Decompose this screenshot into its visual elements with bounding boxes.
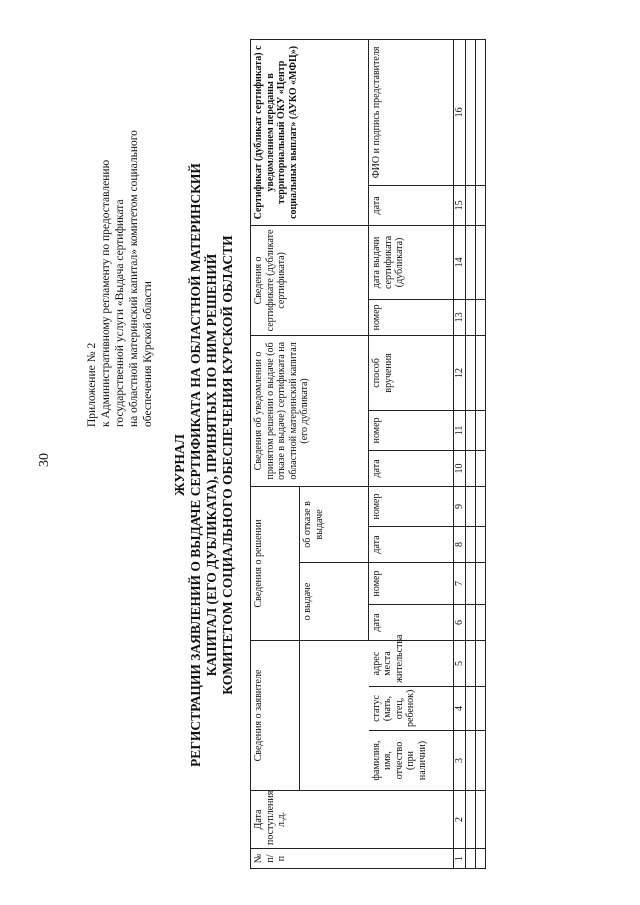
title-line: РЕГИСТРАЦИИ ЗАЯВЛЕНИЙ О ВЫДАЧЕ СЕРТИФИКАТА НА ОБЛАСТНОЙ МАТЕРИНСКИЙ (188, 163, 203, 767)
title-line: КОМИТЕТОМ СОЦИАЛЬНОГО ОБЕСПЕЧЕНИЯ КУРСКОЙ ОБЛАСТИ (220, 235, 235, 695)
header-notification: Сведения об уведомлении о принятом решении о выдаче (об отказе в выдаче) сертификата на областной материнский капитал (его дубликата) (251, 335, 369, 486)
registration-table (250, 39, 486, 869)
empty-cell (476, 791, 486, 849)
empty-cell (466, 450, 476, 486)
column-number: 12 (453, 335, 466, 410)
header-applicant: Сведения о заявителе (251, 640, 300, 790)
appendix-line: на областной материнский капитал» комитетом социального (128, 130, 140, 427)
empty-cell (476, 604, 486, 640)
empty-cell (466, 39, 476, 185)
empty-cell (466, 562, 476, 604)
header-transfer: Сертификат (дубликат сертификата) с уведомлением переданы в территориальный ОКУ «Центр социальных выплат» (АУКО «МФЦ») (251, 39, 369, 225)
col-notif-number: номер (369, 410, 454, 450)
empty-cell (466, 731, 476, 791)
empty-cell (466, 791, 476, 849)
column-number: 2 (453, 791, 466, 849)
page-number: 30 (37, 453, 52, 467)
header-applicant-spacer (300, 640, 369, 790)
title-line: КАПИТАЛ (ЕГО ДУБЛИКАТА), ПРИНЯТЫХ ПО НИМ РЕШЕНИЙ (204, 253, 219, 677)
empty-cell (476, 687, 486, 731)
empty-cell (466, 687, 476, 731)
col-issue-date: дата (369, 604, 454, 640)
empty-cell (476, 450, 486, 486)
journal-title (172, 145, 236, 785)
column-number: 7 (453, 562, 466, 604)
col-address: адрес места жительства (369, 640, 454, 686)
empty-cell (476, 335, 486, 410)
header-date-received: Дата поступления л.д. (251, 791, 454, 849)
empty-cell (476, 299, 486, 335)
title-line: ЖУРНАЛ (172, 434, 187, 496)
empty-cell (476, 562, 486, 604)
column-number: 8 (453, 526, 466, 562)
header-decision: Сведения о решении (251, 486, 300, 640)
col-transfer-sign: ФИО и подпись представителя (369, 39, 454, 185)
empty-cell (476, 39, 486, 185)
col-notif-method: способ вручения (369, 335, 454, 410)
column-number: 10 (453, 450, 466, 486)
empty-cell (476, 410, 486, 450)
col-notif-date: дата (369, 450, 454, 486)
empty-cell (466, 335, 476, 410)
col-status: статус (мать, отец, ребенок) (369, 687, 454, 731)
col-refusal-number: номер (369, 486, 454, 526)
column-number: 3 (453, 731, 466, 791)
col-issue-number: номер (369, 562, 454, 604)
header-refusal: об отказе в выдаче (300, 486, 369, 562)
column-number: 14 (453, 225, 466, 299)
column-number: 6 (453, 604, 466, 640)
col-refusal-date: дата (369, 526, 454, 562)
empty-cell (466, 185, 476, 225)
empty-cell (476, 849, 486, 869)
col-transfer-date: дата (369, 185, 454, 225)
column-number: 4 (453, 687, 466, 731)
appendix-line: государственной услуги «Выдача сертификата (114, 199, 126, 427)
empty-cell (476, 731, 486, 791)
column-number: 9 (453, 486, 466, 526)
appendix-line: обеспечения Курской области (142, 281, 154, 427)
empty-cell (466, 604, 476, 640)
column-number: 11 (453, 410, 466, 450)
empty-cell (466, 299, 476, 335)
empty-cell (476, 185, 486, 225)
header-issue: о выдаче (300, 562, 369, 640)
empty-cell (476, 486, 486, 526)
empty-cell (466, 849, 476, 869)
empty-cell (476, 640, 486, 686)
col-fio: фамилия, имя, отчество (при наличии) (369, 731, 454, 791)
empty-cell (466, 526, 476, 562)
col-cert-date: дата выдачи сертификата (дубликата) (369, 225, 454, 299)
appendix-line: Приложение № 2 (86, 342, 98, 427)
column-number: 13 (453, 299, 466, 335)
empty-cell (466, 486, 476, 526)
appendix-line: к Административному регламенту по предоставлению (100, 159, 112, 427)
empty-cell (466, 640, 476, 686)
empty-cell (476, 225, 486, 299)
empty-cell (466, 410, 476, 450)
col-cert-number: номер (369, 299, 454, 335)
column-number: 1 (453, 849, 466, 869)
header-num: № п/п (251, 849, 454, 869)
column-number: 15 (453, 185, 466, 225)
empty-cell (476, 526, 486, 562)
column-number: 16 (453, 39, 466, 185)
empty-cell (466, 225, 476, 299)
column-number: 5 (453, 640, 466, 686)
appendix-note (85, 27, 155, 427)
header-certificate: Сведения о сертификате (дубликате сертификата) (251, 225, 369, 335)
